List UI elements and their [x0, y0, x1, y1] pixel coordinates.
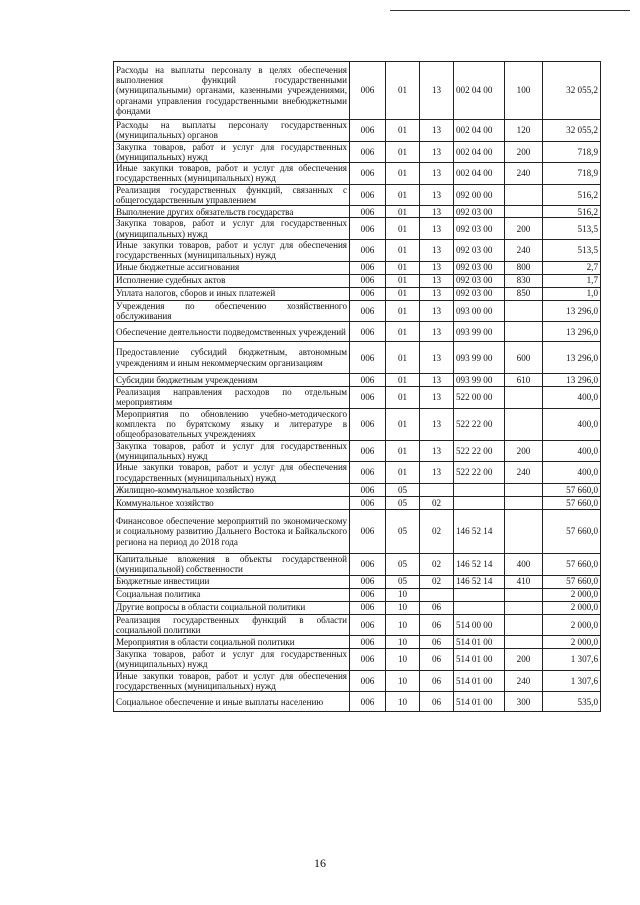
- budget-cell-rz: 01: [386, 274, 420, 287]
- budget-cell-ved: 006: [350, 274, 386, 287]
- budget-cell-sum: 400,0: [543, 462, 601, 484]
- budget-cell-rz: 01: [386, 300, 420, 322]
- budget-cell-sum: 32 055,2: [543, 62, 601, 120]
- budget-cell-csr: 522 22 00: [454, 462, 505, 484]
- budget-cell-name: Капитальные вложения в объекты государственной (муниципальной) собственности: [114, 553, 350, 575]
- budget-cell-ved: 006: [350, 387, 386, 409]
- budget-cell-rz: 10: [386, 649, 420, 671]
- table-row: [114, 636, 601, 649]
- budget-cell-vr: [505, 483, 543, 496]
- budget-cell-ved: 006: [350, 184, 386, 206]
- table-row: [114, 692, 601, 712]
- table-row: [114, 374, 601, 387]
- budget-cell-ved: 006: [350, 408, 386, 440]
- table-row: [114, 462, 601, 484]
- budget-table: [113, 61, 601, 712]
- budget-cell-csr: 514 01 00: [454, 670, 505, 692]
- table-row: [114, 483, 601, 496]
- table-row: [114, 120, 601, 142]
- budget-cell-name: Социальная политика: [114, 588, 350, 601]
- budget-cell-rz: 01: [386, 408, 420, 440]
- budget-cell-sum: 1 307,6: [543, 649, 601, 671]
- table-row: [114, 342, 601, 374]
- budget-cell-rz: 01: [386, 322, 420, 342]
- budget-cell-vr: [505, 300, 543, 322]
- budget-cell-csr: 093 99 00: [454, 342, 505, 374]
- budget-cell-csr: 514 01 00: [454, 636, 505, 649]
- table-row: [114, 261, 601, 274]
- budget-cell-ved: 006: [350, 636, 386, 649]
- budget-cell-sum: 57 660,0: [543, 575, 601, 588]
- budget-cell-vr: 240: [505, 163, 543, 185]
- budget-cell-name: Расходы на выплаты персоналу в целях обеспечения выполнения функций государственными (муниципальными) органами, казенными учреждениями, органами управления государственными внебюджетными фондами: [114, 62, 350, 120]
- budget-cell-vr: 120: [505, 120, 543, 142]
- budget-cell-name: Расходы на выплаты персоналу государственных (муниципальных) органов: [114, 120, 350, 142]
- budget-cell-pr: 13: [420, 184, 454, 206]
- budget-cell-name: Иные закупки товаров, работ и услуг для обеспечения государственных (муниципальных) нужд: [114, 462, 350, 484]
- budget-cell-vr: 600: [505, 342, 543, 374]
- budget-cell-ved: 006: [350, 440, 386, 462]
- budget-cell-csr: 514 00 00: [454, 614, 505, 636]
- budget-cell-name: Реализация государственных функций, связанных с общегосударственным управлением: [114, 184, 350, 206]
- budget-cell-csr: [454, 483, 505, 496]
- budget-cell-rz: 01: [386, 239, 420, 261]
- budget-cell-sum: 513,5: [543, 239, 601, 261]
- budget-cell-name: Выполнение других обязательств государства: [114, 206, 350, 218]
- budget-cell-ved: 006: [350, 163, 386, 185]
- budget-cell-vr: 240: [505, 462, 543, 484]
- budget-cell-rz: 05: [386, 483, 420, 496]
- budget-cell-sum: 2 000,0: [543, 636, 601, 649]
- budget-cell-vr: [505, 184, 543, 206]
- budget-cell-pr: 13: [420, 287, 454, 300]
- budget-cell-csr: 092 03 00: [454, 261, 505, 274]
- budget-cell-sum: 2 000,0: [543, 614, 601, 636]
- budget-cell-name: Закупка товаров, работ и услуг для государственных (муниципальных) нужд: [114, 649, 350, 671]
- budget-cell-name: Учреждения по обеспечению хозяйственного обслуживания: [114, 300, 350, 322]
- budget-cell-csr: 092 03 00: [454, 239, 505, 261]
- budget-cell-name: Мероприятия по обновлению учебно-методического комплекта по бурятскому языку и литературе в общеобразовательных учреждениях: [114, 408, 350, 440]
- budget-cell-rz: 05: [386, 575, 420, 588]
- budget-cell-sum: 400,0: [543, 408, 601, 440]
- budget-cell-sum: 535,0: [543, 692, 601, 712]
- budget-cell-sum: 2 000,0: [543, 601, 601, 614]
- budget-cell-vr: [505, 636, 543, 649]
- budget-cell-vr: [505, 408, 543, 440]
- table-row: [114, 588, 601, 601]
- budget-cell-vr: [505, 496, 543, 509]
- budget-cell-pr: 13: [420, 239, 454, 261]
- budget-cell-vr: 200: [505, 649, 543, 671]
- budget-cell-sum: 718,9: [543, 163, 601, 185]
- budget-cell-ved: 006: [350, 261, 386, 274]
- budget-cell-rz: 01: [386, 387, 420, 409]
- budget-cell-sum: 2,7: [543, 261, 601, 274]
- budget-cell-name: Субсидии бюджетным учреждениям: [114, 374, 350, 387]
- budget-cell-ved: 006: [350, 218, 386, 240]
- budget-cell-pr: 06: [420, 670, 454, 692]
- budget-cell-ved: 006: [350, 62, 386, 120]
- budget-cell-csr: 092 03 00: [454, 274, 505, 287]
- budget-cell-vr: 200: [505, 440, 543, 462]
- budget-cell-ved: 006: [350, 553, 386, 575]
- budget-cell-pr: 02: [420, 575, 454, 588]
- budget-cell-vr: 200: [505, 141, 543, 163]
- budget-cell-csr: 002 04 00: [454, 62, 505, 120]
- budget-cell-sum: 1 307,6: [543, 670, 601, 692]
- budget-cell-rz: 10: [386, 670, 420, 692]
- budget-cell-pr: 13: [420, 261, 454, 274]
- budget-cell-pr: 13: [420, 342, 454, 374]
- table-row: [114, 184, 601, 206]
- budget-cell-rz: 01: [386, 163, 420, 185]
- budget-cell-pr: 02: [420, 509, 454, 553]
- budget-cell-vr: 850: [505, 287, 543, 300]
- budget-cell-name: Иные закупки товаров, работ и услуг для обеспечения государственных (муниципальных) нужд: [114, 163, 350, 185]
- budget-cell-pr: 02: [420, 496, 454, 509]
- budget-cell-name: Реализация направления расходов по отдельным мероприятиям: [114, 387, 350, 409]
- budget-cell-ved: 006: [350, 588, 386, 601]
- budget-cell-vr: [505, 206, 543, 218]
- budget-cell-vr: 410: [505, 575, 543, 588]
- budget-cell-csr: 002 04 00: [454, 141, 505, 163]
- budget-cell-ved: 006: [350, 483, 386, 496]
- budget-table-body: [114, 62, 601, 712]
- budget-cell-vr: 100: [505, 62, 543, 120]
- budget-cell-vr: 830: [505, 274, 543, 287]
- budget-cell-csr: 092 03 00: [454, 218, 505, 240]
- budget-cell-vr: [505, 387, 543, 409]
- table-row: [114, 408, 601, 440]
- budget-cell-csr: 146 52 14: [454, 553, 505, 575]
- table-row: [114, 239, 601, 261]
- budget-cell-csr: 522 22 00: [454, 440, 505, 462]
- budget-cell-csr: 092 03 00: [454, 206, 505, 218]
- budget-cell-rz: 01: [386, 120, 420, 142]
- budget-cell-sum: 516,2: [543, 206, 601, 218]
- budget-cell-pr: 13: [420, 462, 454, 484]
- budget-cell-csr: [454, 496, 505, 509]
- budget-cell-rz: 01: [386, 261, 420, 274]
- budget-cell-pr: 06: [420, 601, 454, 614]
- budget-cell-rz: 01: [386, 374, 420, 387]
- budget-cell-name: Другие вопросы в области социальной политики: [114, 601, 350, 614]
- budget-cell-ved: 006: [350, 239, 386, 261]
- budget-cell-ved: 006: [350, 374, 386, 387]
- budget-cell-name: Закупка товаров, работ и услуг для государственных (муниципальных) нужд: [114, 218, 350, 240]
- table-row: [114, 62, 601, 120]
- budget-cell-csr: 092 03 00: [454, 287, 505, 300]
- table-row: [114, 322, 601, 342]
- budget-cell-csr: 093 99 00: [454, 374, 505, 387]
- budget-cell-sum: 57 660,0: [543, 509, 601, 553]
- table-row: [114, 601, 601, 614]
- budget-cell-vr: [505, 601, 543, 614]
- budget-cell-csr: [454, 588, 505, 601]
- table-row: [114, 218, 601, 240]
- budget-cell-vr: 200: [505, 218, 543, 240]
- budget-cell-rz: 01: [386, 342, 420, 374]
- budget-cell-rz: 01: [386, 462, 420, 484]
- budget-cell-csr: 093 00 00: [454, 300, 505, 322]
- budget-cell-vr: [505, 509, 543, 553]
- budget-cell-pr: 13: [420, 374, 454, 387]
- table-row: [114, 575, 601, 588]
- table-row: [114, 163, 601, 185]
- budget-cell-name: Мероприятия в области социальной политики: [114, 636, 350, 649]
- budget-cell-rz: 05: [386, 496, 420, 509]
- budget-cell-ved: 006: [350, 206, 386, 218]
- budget-cell-pr: 13: [420, 141, 454, 163]
- budget-cell-rz: 01: [386, 141, 420, 163]
- budget-cell-ved: 006: [350, 614, 386, 636]
- budget-cell-pr: 13: [420, 274, 454, 287]
- table-row: [114, 287, 601, 300]
- budget-cell-vr: [505, 614, 543, 636]
- budget-cell-pr: 13: [420, 218, 454, 240]
- budget-cell-pr: 13: [420, 206, 454, 218]
- table-row: [114, 649, 601, 671]
- budget-cell-pr: 02: [420, 553, 454, 575]
- budget-cell-ved: 006: [350, 342, 386, 374]
- budget-cell-vr: [505, 588, 543, 601]
- budget-cell-pr: 06: [420, 649, 454, 671]
- budget-cell-name: Бюджетные инвестиции: [114, 575, 350, 588]
- budget-cell-rz: 10: [386, 588, 420, 601]
- budget-cell-name: Коммунальное хозяйство: [114, 496, 350, 509]
- budget-cell-name: Уплата налогов, сборов и иных платежей: [114, 287, 350, 300]
- budget-cell-ved: 006: [350, 670, 386, 692]
- budget-cell-sum: 718,9: [543, 141, 601, 163]
- budget-cell-csr: 092 00 00: [454, 184, 505, 206]
- budget-cell-csr: [454, 601, 505, 614]
- budget-cell-sum: 57 660,0: [543, 553, 601, 575]
- table-row: [114, 614, 601, 636]
- table-row: [114, 553, 601, 575]
- budget-cell-name: Жилищно-коммунальное хозяйство: [114, 483, 350, 496]
- budget-cell-ved: 006: [350, 141, 386, 163]
- budget-cell-csr: 002 04 00: [454, 120, 505, 142]
- budget-cell-sum: 32 055,2: [543, 120, 601, 142]
- table-row: [114, 387, 601, 409]
- budget-cell-vr: 400: [505, 553, 543, 575]
- table-row: [114, 509, 601, 553]
- budget-cell-name: Закупка товаров, работ и услуг для государственных (муниципальных) нужд: [114, 440, 350, 462]
- budget-cell-sum: 13 296,0: [543, 342, 601, 374]
- budget-cell-pr: 13: [420, 163, 454, 185]
- budget-cell-pr: [420, 588, 454, 601]
- table-row: [114, 206, 601, 218]
- table-row: [114, 670, 601, 692]
- table-row: [114, 496, 601, 509]
- budget-cell-rz: 01: [386, 218, 420, 240]
- budget-cell-ved: 006: [350, 496, 386, 509]
- budget-cell-pr: [420, 483, 454, 496]
- budget-cell-pr: 06: [420, 614, 454, 636]
- budget-cell-ved: 006: [350, 287, 386, 300]
- budget-cell-name: Закупка товаров, работ и услуг для государственных (муниципальных) нужд: [114, 141, 350, 163]
- budget-cell-rz: 01: [386, 62, 420, 120]
- budget-cell-name: Иные закупки товаров, работ и услуг для обеспечения государственных (муниципальных) нужд: [114, 239, 350, 261]
- budget-cell-name: Исполнение судебных актов: [114, 274, 350, 287]
- budget-cell-sum: 400,0: [543, 440, 601, 462]
- budget-cell-pr: 13: [420, 322, 454, 342]
- budget-cell-sum: 13 296,0: [543, 300, 601, 322]
- budget-cell-ved: 006: [350, 692, 386, 712]
- budget-cell-rz: 01: [386, 440, 420, 462]
- budget-cell-vr: 610: [505, 374, 543, 387]
- table-row: [114, 274, 601, 287]
- budget-cell-ved: 006: [350, 300, 386, 322]
- budget-cell-rz: 01: [386, 184, 420, 206]
- budget-cell-sum: 1,0: [543, 287, 601, 300]
- budget-cell-csr: 522 22 00: [454, 408, 505, 440]
- budget-cell-rz: 10: [386, 614, 420, 636]
- budget-cell-ved: 006: [350, 575, 386, 588]
- budget-cell-sum: 13 296,0: [543, 322, 601, 342]
- budget-cell-vr: 240: [505, 239, 543, 261]
- budget-cell-sum: 1,7: [543, 274, 601, 287]
- budget-cell-pr: 06: [420, 692, 454, 712]
- budget-cell-vr: 300: [505, 692, 543, 712]
- budget-cell-pr: 13: [420, 120, 454, 142]
- budget-cell-sum: 400,0: [543, 387, 601, 409]
- budget-cell-vr: 800: [505, 261, 543, 274]
- budget-cell-pr: 13: [420, 300, 454, 322]
- budget-cell-rz: 05: [386, 509, 420, 553]
- table-row: [114, 440, 601, 462]
- budget-cell-ved: 006: [350, 462, 386, 484]
- budget-cell-vr: 240: [505, 670, 543, 692]
- budget-cell-rz: 01: [386, 287, 420, 300]
- budget-cell-sum: 516,2: [543, 184, 601, 206]
- budget-cell-pr: 13: [420, 440, 454, 462]
- table-row: [114, 141, 601, 163]
- page-number: 16: [314, 856, 326, 870]
- top-rule: [390, 10, 630, 11]
- budget-cell-ved: 006: [350, 649, 386, 671]
- budget-cell-csr: 002 04 00: [454, 163, 505, 185]
- budget-cell-name: Обеспечение деятельности подведомственных учреждений: [114, 322, 350, 342]
- budget-cell-name: Иные закупки товаров, работ и услуг для обеспечения государственных (муниципальных) нужд: [114, 670, 350, 692]
- table-row: [114, 300, 601, 322]
- budget-cell-rz: 10: [386, 636, 420, 649]
- budget-cell-csr: 514 01 00: [454, 692, 505, 712]
- budget-cell-rz: 01: [386, 206, 420, 218]
- budget-cell-pr: 13: [420, 62, 454, 120]
- budget-cell-name: Финансовое обеспечение мероприятий по экономическому и социальному развитию Дальнего Востока и Байкальского региона на период до 2018 года: [114, 509, 350, 553]
- budget-cell-sum: 513,5: [543, 218, 601, 240]
- budget-cell-sum: 57 660,0: [543, 496, 601, 509]
- budget-cell-name: Социальное обеспечение и иные выплаты населению: [114, 692, 350, 712]
- budget-cell-csr: 522 00 00: [454, 387, 505, 409]
- budget-cell-csr: 146 52 14: [454, 575, 505, 588]
- budget-cell-rz: 05: [386, 553, 420, 575]
- budget-cell-pr: 06: [420, 636, 454, 649]
- budget-cell-pr: 13: [420, 408, 454, 440]
- budget-cell-ved: 006: [350, 601, 386, 614]
- budget-cell-rz: 10: [386, 601, 420, 614]
- budget-cell-csr: 514 01 00: [454, 649, 505, 671]
- budget-cell-name: Реализация государственных функций в области социальной политики: [114, 614, 350, 636]
- budget-cell-ved: 006: [350, 120, 386, 142]
- budget-cell-rz: 10: [386, 692, 420, 712]
- budget-cell-ved: 006: [350, 322, 386, 342]
- budget-cell-ved: 006: [350, 509, 386, 553]
- budget-cell-csr: 146 52 14: [454, 509, 505, 553]
- budget-cell-name: Иные бюджетные ассигнования: [114, 261, 350, 274]
- budget-cell-pr: 13: [420, 387, 454, 409]
- budget-cell-sum: 2 000,0: [543, 588, 601, 601]
- budget-cell-name: Предоставление субсидий бюджетным, автономным учреждениям и иным некоммерческим организациям: [114, 342, 350, 374]
- budget-cell-csr: 093 99 00: [454, 322, 505, 342]
- budget-cell-vr: [505, 322, 543, 342]
- budget-cell-sum: 13 296,0: [543, 374, 601, 387]
- budget-cell-sum: 57 660,0: [543, 483, 601, 496]
